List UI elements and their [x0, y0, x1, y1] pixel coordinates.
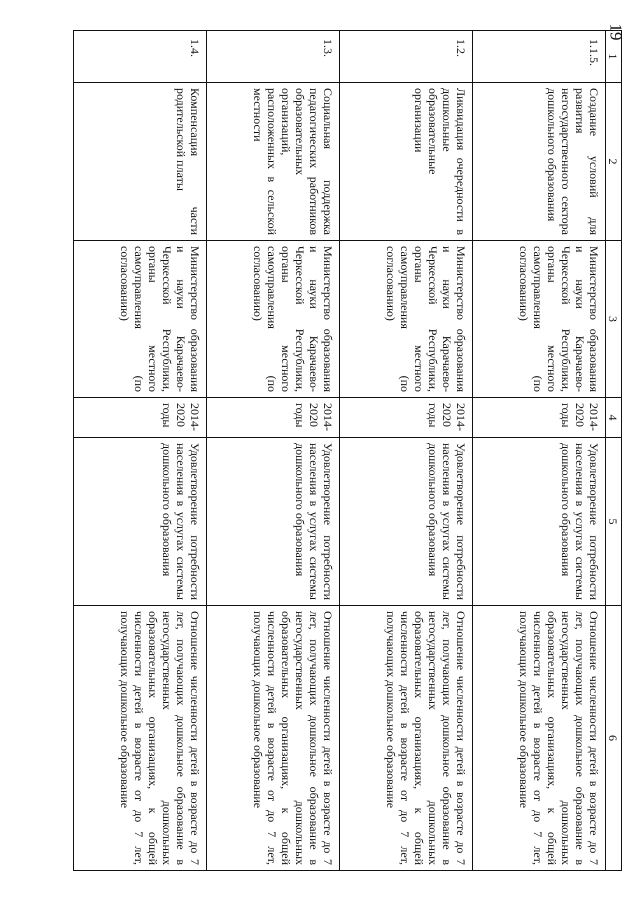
indicator: Отношение численности детей в возрасте до 7 лет, получающих дошкольное образование в негосударственных дошкольных образовательных организациях, к общей численности детей в возрасте от до 7 лет, получающих дошкольное образование	[207, 606, 340, 871]
term: 2014-2020 годы	[473, 398, 606, 438]
measure-name: Компенсация части родительской платы	[74, 83, 207, 241]
table-row	[207, 31, 340, 871]
column-header-5: 5	[606, 438, 622, 606]
expected-result: Удовлетворение потребности населения в услугах системы дошкольного образования	[473, 438, 606, 606]
page-number: 19	[606, 23, 626, 41]
term: 2014-2020 годы	[207, 398, 340, 438]
column-header-1: 1	[606, 31, 622, 83]
executors: Министерство образования и науки Карачаево-Черкесской Республики, органы местного самоуправления (по согласованию)	[74, 241, 207, 398]
term: 2014-2020 годы	[74, 398, 207, 438]
table-row	[74, 31, 207, 871]
executors: Министерство образования и науки Карачаево-Черкесской Республики, органы местного самоуправления (по согласованию)	[207, 241, 340, 398]
column-header-4: 4	[606, 398, 622, 438]
table-row	[340, 31, 473, 871]
indicator: Отношение численности детей в возрасте до 7 лет, получающих дошкольное образование в негосударственных дошкольных образовательных организациях, к общей численности детей в возрасте от до 7 лет, получающих дошкольное образование	[340, 606, 473, 871]
measures-table	[73, 30, 622, 871]
expected-result: Удовлетворение потребности населения в услугах системы дошкольного образования	[340, 438, 473, 606]
measure-name: Ликвидация очередности в дошкольные образовательные организации	[340, 83, 473, 241]
row-number: 1.4.	[74, 31, 207, 83]
measure-name: Социальная поддержка педагогических работников образовательных организаций, расположенных в сельской местности	[207, 83, 340, 241]
indicator: Отношение численности детей в возрасте до 7 лет, получающих дошкольное образование в негосударственных дошкольных образовательных организациях, к общей численности детей в возрасте от до 7 лет, получающих дошкольное образование	[74, 606, 207, 871]
row-number: 1.3.	[207, 31, 340, 83]
expected-result: Удовлетворение потребности населения в услугах системы дошкольного образования	[207, 438, 340, 606]
column-number-header-row	[606, 31, 622, 871]
term: 2014-2020 годы	[340, 398, 473, 438]
indicator: Отношение численности детей в возрасте до 7 лет, получающих дошкольное образование в негосударственных дошкольных образовательных организациях, к общей численности детей в возрасте от до 7 лет, получающих дошкольное образование	[473, 606, 606, 871]
column-header-6: 6	[606, 606, 622, 871]
rotated-table-container	[74, 30, 622, 870]
row-number: 1.2.	[340, 31, 473, 83]
executors: Министерство образования и науки Карачаево-Черкесской Республики, органы местного самоуправления (по согласованию)	[473, 241, 606, 398]
row-number: 1.1.5.	[473, 31, 606, 83]
column-header-3: 3	[606, 241, 622, 398]
table-row	[473, 31, 606, 871]
measure-name: Создание условий для развития негосударственного сектора дошкольного образования	[473, 83, 606, 241]
executors: Министерство образования и науки Карачаево-Черкесской Республики, органы местного самоуправления (по согласованию)	[340, 241, 473, 398]
column-header-2: 2	[606, 83, 622, 241]
expected-result: Удовлетворение потребности населения в услугах системы дошкольного образования	[74, 438, 207, 606]
